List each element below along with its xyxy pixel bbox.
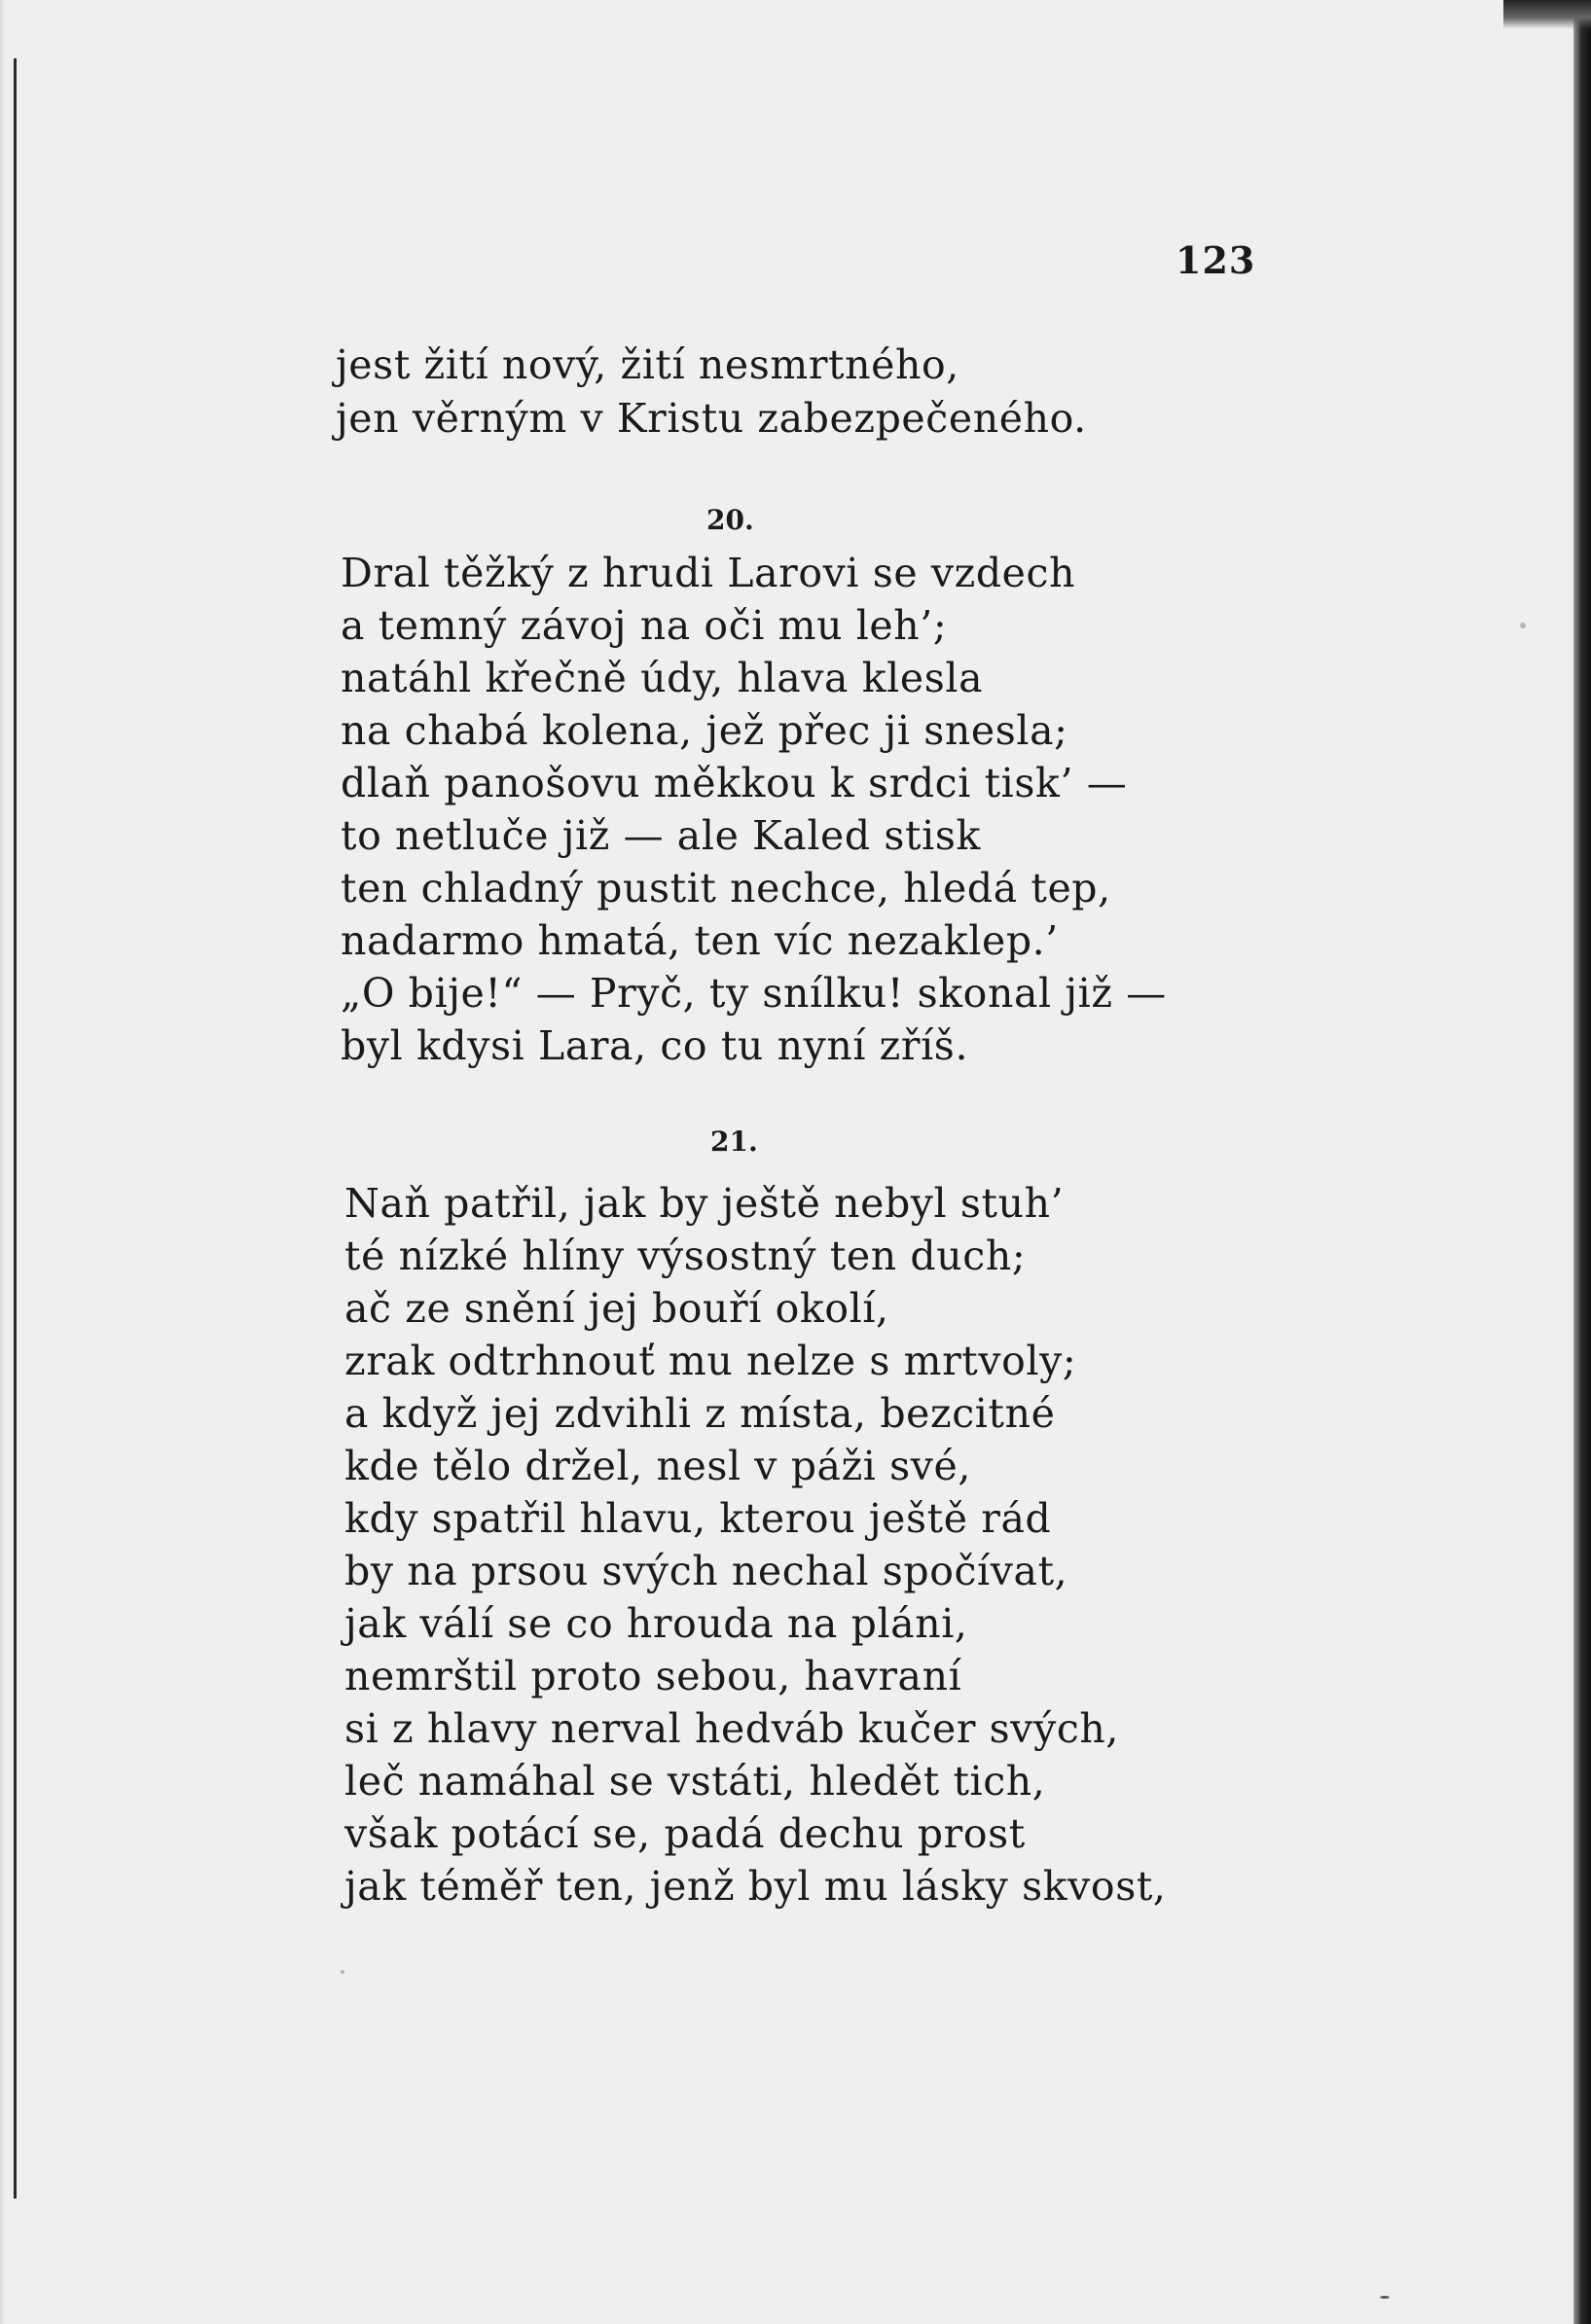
verse-line: dlaň panošovu měkkou k srdci tisk’ — xyxy=(341,760,1128,806)
verse-line: si z hlavy nerval hedváb kučer svých, xyxy=(344,1705,1120,1752)
verse-line: však potácí se, padá dechu prost xyxy=(344,1810,1026,1857)
verse-line: to netluče již — ale Kaled stisk xyxy=(341,812,981,859)
scan-speck xyxy=(1520,623,1526,628)
verse-line: Naň patřil, jak by ještě nebyl stuh’ xyxy=(344,1180,1065,1227)
verse-line: nadarmo hmatá, ten víc nezaklep.’ xyxy=(341,917,1059,964)
verse-line: byl kdysi Lara, co tu nyní zříš. xyxy=(341,1022,969,1069)
verse-line: ten chladný pustit nechce, hledá tep, xyxy=(341,865,1111,912)
verse-line: a temný závoj na oči mu leh’; xyxy=(341,602,948,649)
verse-line: by na prsou svých nechal spočívat, xyxy=(344,1548,1068,1594)
stanza-number: 20. xyxy=(706,504,754,536)
binding-edge xyxy=(14,58,17,2199)
verse-line: Dral těžký z hrudi Larovi se vzdech xyxy=(341,550,1076,596)
verse-line: zrak odtrhnouť mu nelze s mrtvoly; xyxy=(344,1338,1077,1384)
verse-line: leč namáhal se vstáti, hledět tich, xyxy=(344,1758,1046,1805)
verse-line: jen věrným v Kristu zabezpečeného. xyxy=(336,395,1087,442)
scan-speck xyxy=(341,1970,344,1974)
scan-corner-top-right xyxy=(1503,0,1591,29)
verse-line: té nízké hlíny výsostný ten duch; xyxy=(344,1233,1027,1279)
verse-line: jest žití nový, žití nesmrtného, xyxy=(336,341,959,388)
verse-line: jak válí se co hrouda na pláni, xyxy=(344,1600,968,1647)
verse-line: a když jej zdvihli z místa, bezcitné xyxy=(344,1390,1056,1437)
verse-line: natáhl křečně údy, hlava klesla xyxy=(341,655,984,701)
page-left-shadow xyxy=(0,0,6,2324)
verse-line: kdy spatřil hlavu, kterou ještě rád xyxy=(344,1495,1052,1542)
stanza-number: 21. xyxy=(710,1126,758,1158)
scan-speck xyxy=(1380,2296,1390,2299)
verse-line: na chabá kolena, jež přec ji snesla; xyxy=(341,707,1068,754)
verse-line: „O bije!“ — Pryč, ty snílku! skonal již — xyxy=(341,970,1167,1017)
verse-line: ač ze snění jej bouří okolí, xyxy=(344,1285,889,1332)
verse-line: kde tělo držel, nesl v páži své, xyxy=(344,1443,972,1489)
verse-line: nemrštil proto sebou, havraní xyxy=(344,1653,962,1699)
verse-line: jak téměř ten, jenž byl mu lásky skvost, xyxy=(344,1863,1167,1910)
scan-edge-right xyxy=(1573,0,1591,2324)
page-number: 123 xyxy=(1175,238,1256,282)
